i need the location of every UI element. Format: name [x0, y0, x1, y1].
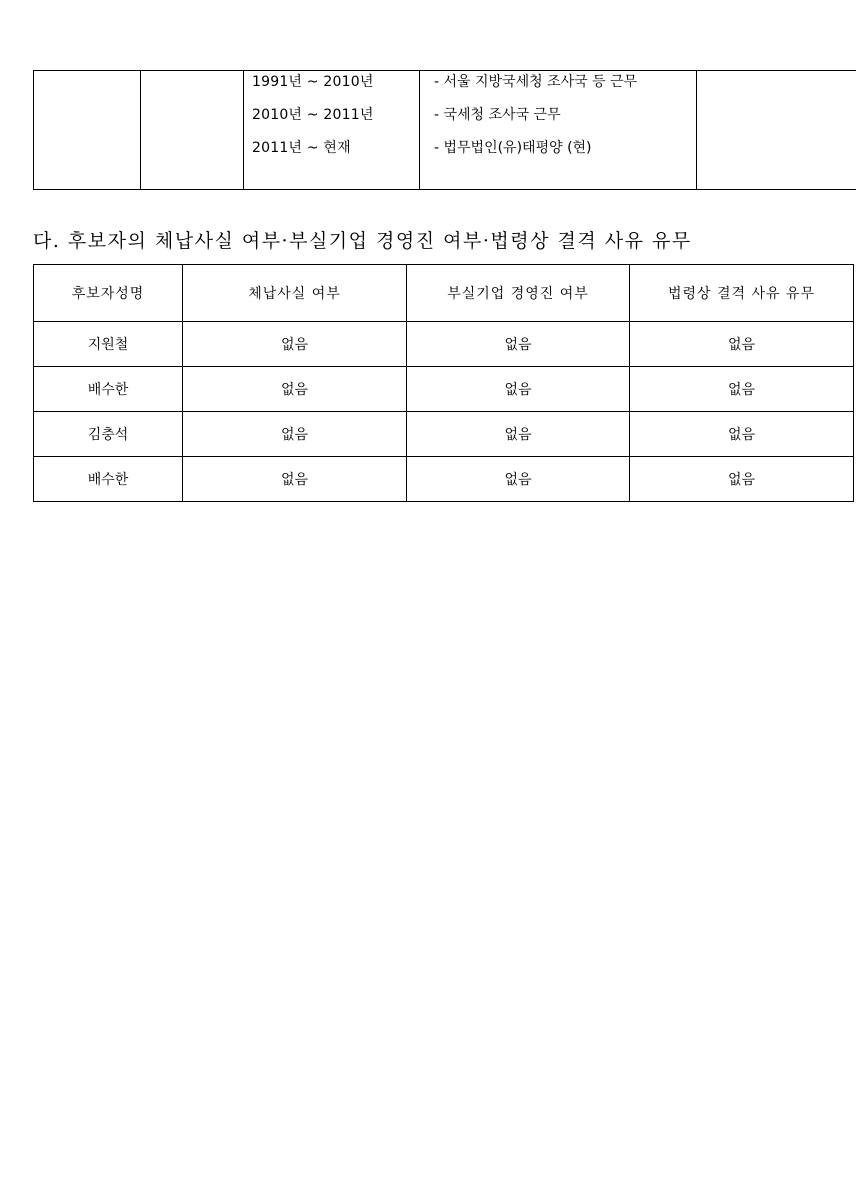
career-period: 2010년 ~ 2011년 — [252, 107, 374, 123]
candidate-name: 지원철 — [34, 322, 183, 367]
legal-disqualification-value: 없음 — [630, 322, 854, 367]
header-legal-disqualification: 법령상 결격 사유 유무 — [630, 265, 854, 322]
tax-delinquency-value: 없음 — [183, 367, 407, 412]
section-title: 다. 후보자의 체납사실 여부·부실기업 경영진 여부·법령상 결격 사유 유무 — [33, 230, 692, 252]
career-description: - 국세청 조사국 근무 — [434, 107, 561, 123]
career-description-cell — [420, 71, 697, 190]
career-row — [34, 71, 856, 190]
candidate-name: 배수한 — [34, 367, 183, 412]
career-empty-cell-3 — [697, 71, 856, 190]
legal-disqualification-value: 없음 — [630, 367, 854, 412]
header-candidate-name: 후보자성명 — [34, 265, 183, 322]
legal-disqualification-value: 없음 — [630, 412, 854, 457]
header-insolvent-management: 부실기업 경영진 여부 — [407, 265, 630, 322]
table-row — [34, 367, 854, 412]
insolvent-management-value: 없음 — [407, 412, 630, 457]
career-period: 2011년 ~ 현재 — [252, 140, 351, 156]
career-description: - 법무법인(유)태평양 (현) — [434, 140, 592, 156]
insolvent-management-value: 없음 — [407, 367, 630, 412]
career-description: - 서울 지방국세청 조사국 등 근무 — [434, 74, 638, 90]
career-table — [33, 70, 856, 190]
career-period-cell — [244, 71, 420, 190]
table-row — [34, 457, 854, 502]
tax-delinquency-value: 없음 — [183, 457, 407, 502]
candidate-status-table — [33, 264, 854, 502]
insolvent-management-value: 없음 — [407, 322, 630, 367]
career-period: 1991년 ~ 2010년 — [252, 74, 374, 90]
legal-disqualification-value: 없음 — [630, 457, 854, 502]
table-row — [34, 322, 854, 367]
insolvent-management-value: 없음 — [407, 457, 630, 502]
table-row — [34, 412, 854, 457]
candidate-name: 배수한 — [34, 457, 183, 502]
header-row — [34, 265, 854, 322]
tax-delinquency-value: 없음 — [183, 412, 407, 457]
header-tax-delinquency: 체납사실 여부 — [183, 265, 407, 322]
career-empty-cell-1 — [34, 71, 141, 190]
candidate-name: 김충석 — [34, 412, 183, 457]
career-empty-cell-2 — [141, 71, 244, 190]
tax-delinquency-value: 없음 — [183, 322, 407, 367]
